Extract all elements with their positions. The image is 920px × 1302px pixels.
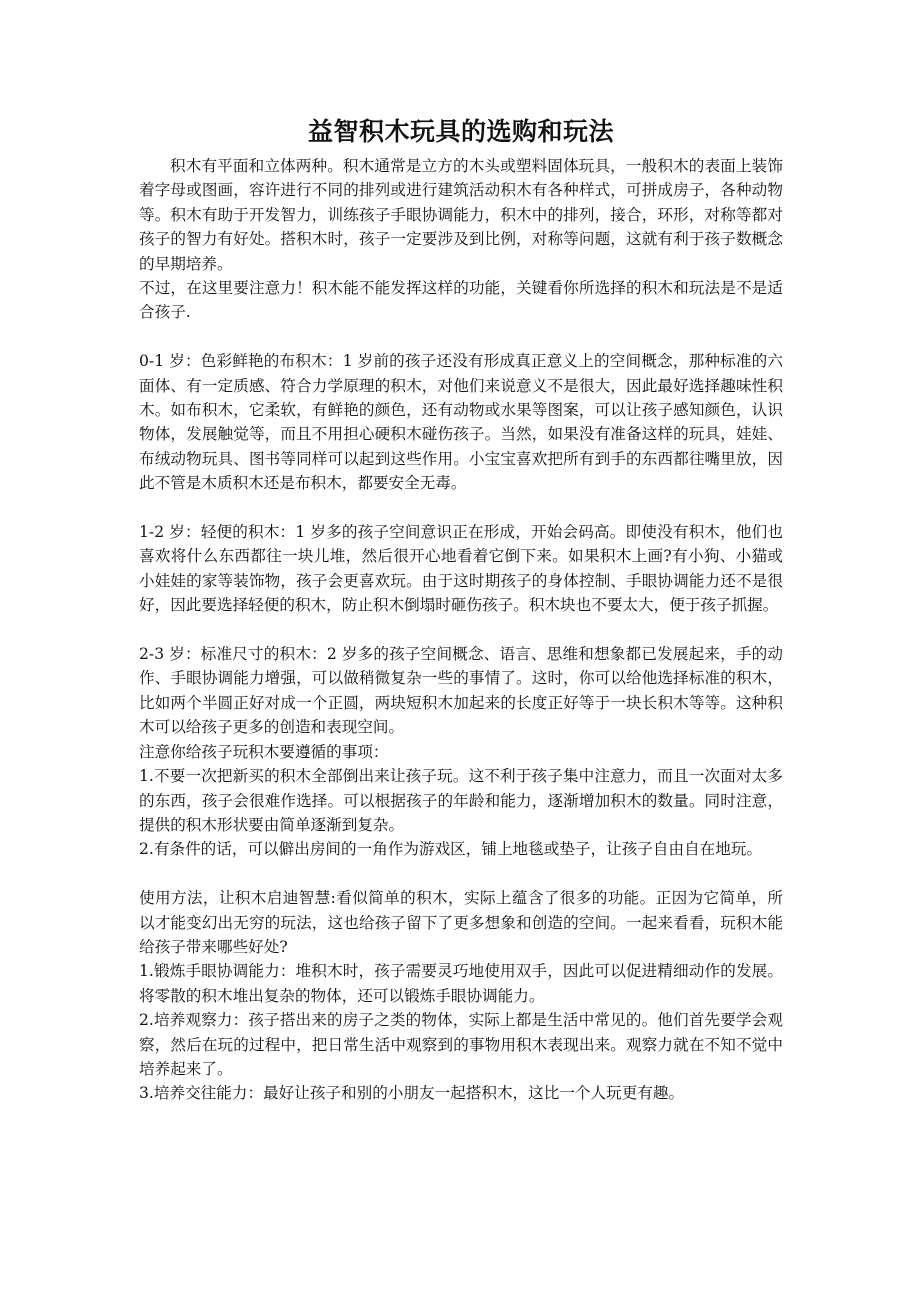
intro-note: 不过，在这里要注意力！积木能不能发挥这样的功能，关键看你所选择的积木和玩法是不是适合孩子.: [139, 279, 783, 322]
intro-paragraph: 积木有平面和立体两种。积木通常是立方的木头或塑料固体玩具，一般积木的表面上装饰着字母或图画，容许进行不同的排列或进行建筑活动积木有各种样式，可拼成房子，各种动物等。积木有助于开发智力，训练孩子手眼协调能力，积木中的排列，接合，环形，对称等都对孩子的智力有好处。搭积木时，孩子一定要涉及到比例，对称等问题，这就有利于孩子数概念的早期培养。: [139, 157, 783, 273]
usage-intro: 使用方法，让积木启迪智慧:看似简单的积木，实际上蕴含了很多的功能。正因为它简单，所以才能变幻出无穷的玩法，这也给孩子留下了更多想象和创造的空间。一起来看看，玩积木能给孩子带来哪些好处?: [139, 889, 783, 956]
usage-item-1: 1.锻炼手眼协调能力：堆积木时，孩子需要灵巧地使用双手，因此可以促进精细动作的发展。将零散的积木堆出复杂的物体，还可以锻炼手眼协调能力。: [139, 962, 783, 1005]
age-2-3-paragraph: 2-3 岁：标准尺寸的积木：2 岁多的孩子空间概念、语言、思维和想象都已发展起来，手的动作、手眼协调能力增强，可以做稍微复杂一些的事情了。这时，你可以给他选择标准的积木，比如两个半圆正好对成一个正圆，两块短积木加起来的长度正好等于一块长积木等等。这种积木可以给孩子更多的创造和表现空间。: [139, 645, 783, 737]
document-page: [139, 112, 783, 1106]
note-item-2: 2.有条件的话，可以僻出房间的一角作为游戏区，铺上地毯或垫子，让孩子自由自在地玩。: [139, 840, 763, 859]
document-title: 益智积木玩具的选购和玩法: [307, 117, 614, 146]
usage-item-2: 2.培养观察力：孩子搭出来的房子之类的物体，实际上都是生活中常见的。他们首先要学会观察，然后在玩的过程中，把日常生活中观察到的事物用积木表现出来。观察力就在不知不觉中培养起来了。: [139, 1011, 783, 1078]
spacer: [139, 618, 783, 642]
age-0-1-paragraph: 0-1 岁：色彩鲜艳的布积木：1 岁前的孩子还没有形成真正意义上的空间概念，那种标准的六面体、有一定质感、符合力学原理的积木，对他们来说意义不是很大，因此最好选择趣味性积木。如布积木，它柔软，有鲜艳的颜色，还有动物或水果等图案，可以让孩子感知颜色，认识物体，发展触觉等，而且不用担心硬积木碰伤孩子。当然，如果没有准备这样的玩具，娃娃、布绒动物玩具、图书等同样可以起到这些作用。小宝宝喜欢把所有到手的东西都往嘴里放，因此不管是木质积木还是布积木，都要安全无毒。: [139, 352, 783, 493]
note-item-1: 1.不要一次把新买的积木全部倒出来让孩子玩。这不利于孩子集中注意力，而且一次面对太多的东西，孩子会很难作选择。可以根据孩子的年龄和能力，逐渐增加积木的数量。同时注意，提供的积木形状要由简单逐渐到复杂。: [139, 767, 783, 834]
spacer: [139, 325, 783, 349]
age-1-2-paragraph: 1-2 岁：轻便的积木：1 岁多的孩子空间意识正在形成，开始会码高。即使没有积木，他们也喜欢将什么东西都往一块儿堆，然后很开心地看着它倒下来。如果积木上画?有小狗、小猫或小娃娃的家等装饰物，孩子会更喜欢玩。由于这时期孩子的身体控制、手眼协调能力还不是很好，因此要选择轻便的积木，防止积木倒塌时砸伤孩子。积木块也不要太大，便于孩子抓握。: [139, 523, 783, 615]
notes-heading: 注意你给孩子玩积木要遵循的事项：: [139, 742, 389, 761]
usage-item-3: 3.培养交往能力：最好让孩子和别的小朋友一起搭积木，这比一个人玩更有趣。: [139, 1084, 685, 1103]
spacer: [139, 862, 783, 886]
spacer: [139, 496, 783, 520]
